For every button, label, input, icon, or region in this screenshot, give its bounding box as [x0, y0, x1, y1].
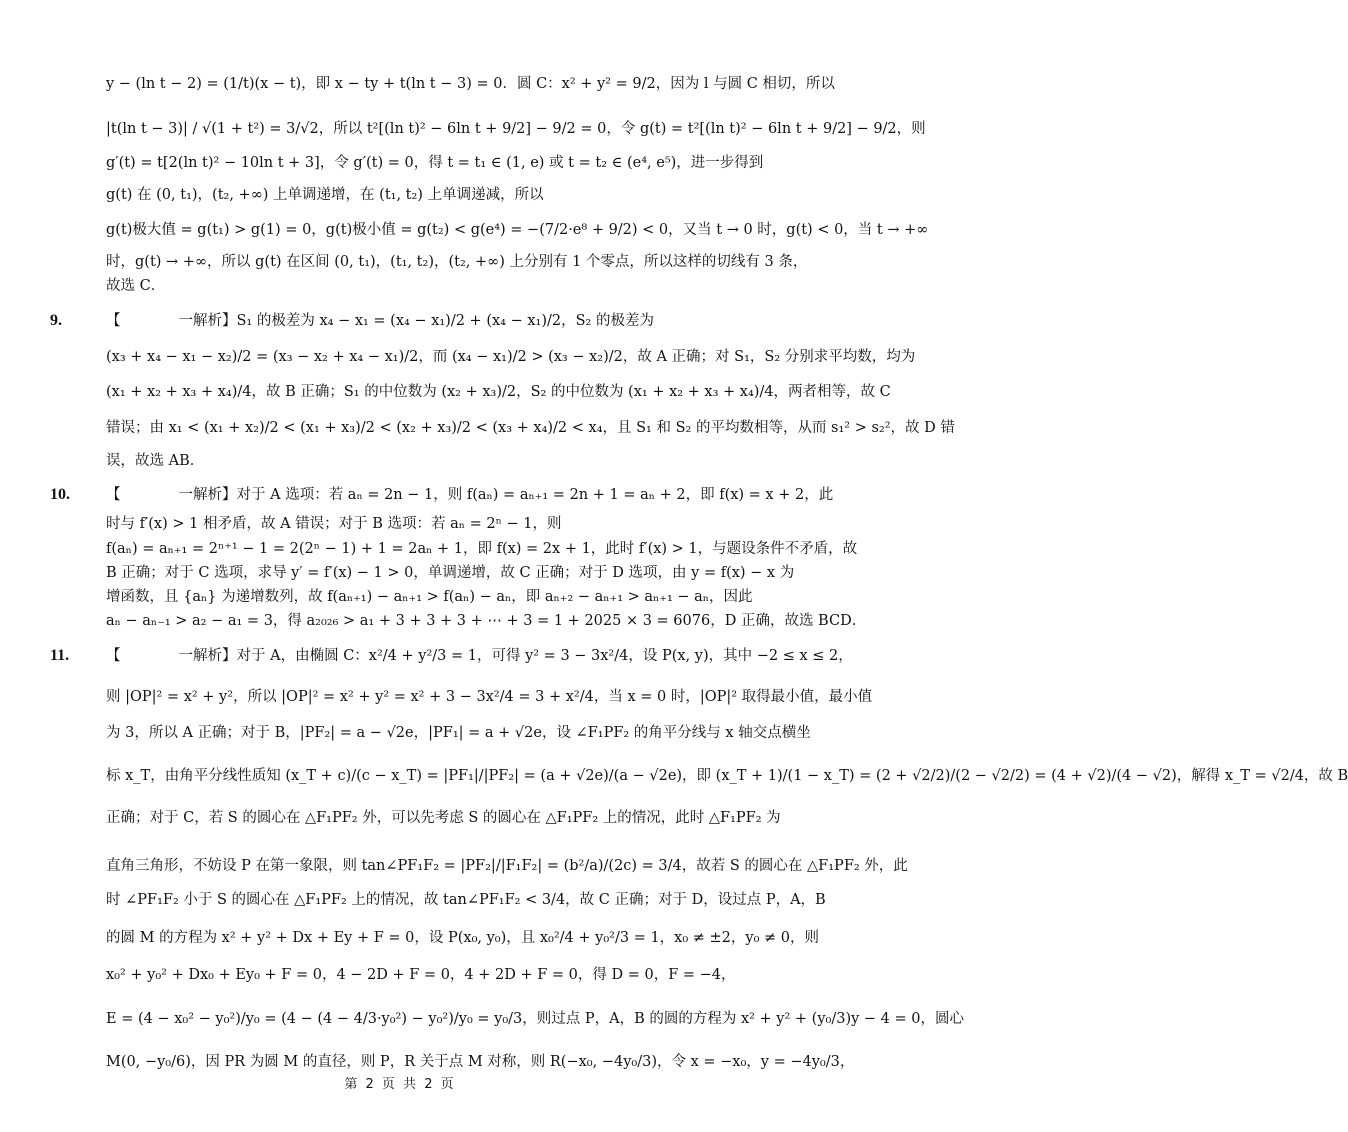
page-footer: 第 2 页 共 2 页 [344, 1077, 456, 1092]
text-line: 正确；对于 C，若 S 的圆心在 △F₁PF₂ 外，可以先考虑 S 的圆心在 △F₁PF₂ 上的情况，此时 △F₁PF₂ 为 [106, 810, 781, 826]
text-line: 标 x_T，由角平分线性质知 (x_T + c)/(c − x_T) = |PF₁|/|PF₂| = (a + √2e)/(a − √2e)，即 (x_T + 1)/(1 − x_T) = (2 + √2/2)/(2 − √2/2) = (4 + √2)/(4 − √2)，解得 x_T = √2/4，故 B [106, 768, 1348, 784]
question-number: 9. [50, 312, 62, 329]
text-line: x₀² + y₀² + Dx₀ + Ey₀ + F = 0，4 − 2D + F = 0，4 + 2D + F = 0，得 D = 0，F = −4， [106, 967, 736, 983]
text-line: 的圆 M 的方程为 x² + y² + Dx + Ey + F = 0，设 P(x₀, y₀)，且 x₀²/4 + y₀²/3 = 1，x₀ ≠ ±2，y₀ ≠ 0，则 [106, 930, 820, 946]
text-line: g(t)极大值 = g(t₁) > g(1) = 0，g(t)极小值 = g(t₂) < g(e⁴) = −(7/2·e⁸ + 9/2) < 0，又当 t → 0 时，g(t) < 0，当 t → +∞ [106, 222, 929, 238]
text-line: (x₃ + x₄ − x₁ − x₂)/2 = (x₃ − x₂ + x₄ − x₁)/2，而 (x₄ − x₁)/2 > (x₃ − x₂)/2，故 A 正确；对 S₁，S₂ 分别求平均数，均为 [106, 349, 916, 365]
text-line: M(0, −y₀/6)，因 PR 为圆 M 的直径，则 P，R 关于点 M 对称，则 R(−x₀, −4y₀/3)，令 x = −x₀，y = −4y₀/3， [106, 1054, 855, 1070]
text-line: 【 一解析】对于 A，由椭圆 C：x²/4 + y²/3 = 1，可得 y² = 3 − 3x²/4，设 P(x, y)，其中 −2 ≤ x ≤ 2， [106, 648, 853, 664]
text-line: y − (ln t − 2) = (1/t)(x − t)，即 x − ty + t(ln t − 3) = 0．圆 C：x² + y² = 9/2，因为 l 与圆 C 相切，所以 [106, 76, 835, 92]
text-line: g(t) 在 (0, t₁)，(t₂, +∞) 上单调递增，在 (t₁, t₂) 上单调递减，所以 [106, 187, 544, 203]
text-line: 增函数，且 {aₙ} 为递增数列，故 f(aₙ₊₁) − aₙ₊₁ > f(aₙ) − aₙ，即 aₙ₊₂ − aₙ₊₁ > aₙ₊₁ − aₙ，因此 [106, 589, 753, 605]
text-line: 则 |OP|² = x² + y²，所以 |OP|² = x² + y² = x² + 3 − 3x²/4 = 3 + x²/4，当 x = 0 时，|OP|² 取得最小值，最小值 [106, 689, 873, 705]
question-number: 10. [50, 486, 70, 503]
text-line: g′(t) = t[2(ln t)² − 10ln t + 3]，令 g′(t) = 0，得 t = t₁ ∈ (1, e) 或 t = t₂ ∈ (e⁴, e⁵)，进一步得到 [106, 155, 764, 171]
text-line: (x₁ + x₂ + x₃ + x₄)/4，故 B 正确；S₁ 的中位数为 (x₂ + x₃)/2，S₂ 的中位数为 (x₁ + x₂ + x₃ + x₄)/4，两者相等，故 C [106, 384, 891, 400]
text-line: 错误；由 x₁ < (x₁ + x₂)/2 < (x₁ + x₃)/2 < (x₂ + x₃)/2 < (x₃ + x₄)/2 < x₄，且 S₁ 和 S₂ 的平均数相等，从而 s₁² > s₂²，故 D 错 [106, 420, 955, 436]
text-line: 误，故选 AB． [106, 453, 205, 469]
text-line: f(aₙ) = aₙ₊₁ = 2ⁿ⁺¹ − 1 = 2(2ⁿ − 1) + 1 = 2aₙ + 1，即 f(x) = 2x + 1，此时 f′(x) > 1，与题设条件不矛盾，故 [106, 541, 858, 557]
question-number: 11. [50, 647, 70, 664]
text-line: 时 ∠PF₁F₂ 小于 S 的圆心在 △F₁PF₂ 上的情况，故 tan∠PF₁F₂ < 3/4，故 C 正确；对于 D，设过点 P，A，B [106, 892, 826, 908]
text-line: 【 一解析】对于 A 选项：若 aₙ = 2n − 1，则 f(aₙ) = aₙ₊₁ = 2n + 1 = aₙ + 2，即 f(x) = x + 2，此 [106, 487, 834, 503]
text-line: 故选 C． [106, 278, 166, 294]
text-line: |t(ln t − 3)| / √(1 + t²) = 3/√2，所以 t²[(ln t)² − 6ln t + 9/2] − 9/2 = 0，令 g(t) = t²[(ln t)² − 6ln t + 9/2] − 9/2，则 [106, 121, 926, 137]
text-line: aₙ − aₙ₋₁ > a₂ − a₁ = 3，得 a₂₀₂₆ > a₁ + 3 + 3 + 3 + ⋯ + 3 = 1 + 2025 × 3 = 6076，D 正确，故选 BCD． [106, 613, 867, 629]
text-line: 【 一解析】S₁ 的极差为 x₄ − x₁ = (x₄ − x₁)/2 + (x₄ − x₁)/2，S₂ 的极差为 [106, 313, 654, 329]
text-line: 时，g(t) → +∞，所以 g(t) 在区间 (0, t₁)，(t₁, t₂)，(t₂, +∞) 上分别有 1 个零点，所以这样的切线有 3 条， [106, 254, 808, 270]
text-line: 为 3，所以 A 正确；对于 B，|PF₂| = a − √2e，|PF₁| = a + √2e，设 ∠F₁PF₂ 的角平分线与 x 轴交点横坐 [106, 725, 811, 741]
text-line: B 正确；对于 C 选项，求导 y′ = f′(x) − 1 > 0，单调递增，故 C 正确；对于 D 选项，由 y = f(x) − x 为 [106, 565, 795, 581]
text-line: E = (4 − x₀² − y₀²)/y₀ = (4 − (4 − 4/3·y₀²) − y₀²)/y₀ = y₀/3，则过点 P，A，B 的圆的方程为 x² + y² + (y₀/3)y − 4 = 0，圆心 [106, 1011, 964, 1027]
text-line: 直角三角形，不妨设 P 在第一象限，则 tan∠PF₁F₂ = |PF₂|/|F₁F₂| = (b²/a)/(2c) = 3/4，故若 S 的圆心在 △F₁PF₂ 外，此 [106, 858, 908, 874]
text-line: 时与 f′(x) > 1 相矛盾，故 A 错误；对于 B 选项：若 aₙ = 2ⁿ − 1，则 [106, 516, 562, 532]
